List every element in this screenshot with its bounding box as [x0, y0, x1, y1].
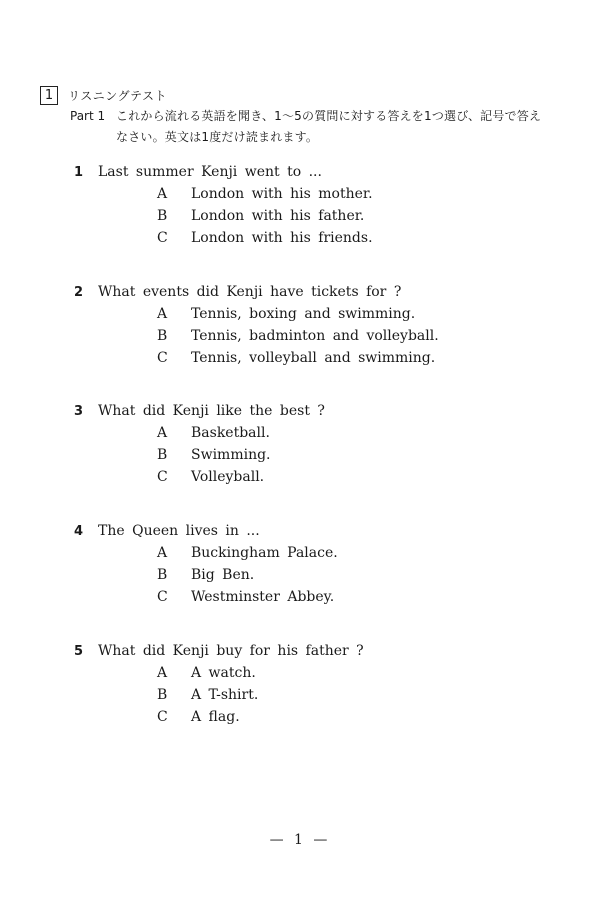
- part-label: Part 1: [70, 109, 106, 123]
- option-letter: C: [157, 709, 168, 725]
- option-a: [157, 545, 534, 567]
- option-letter: C: [157, 230, 168, 246]
- question-line: [74, 403, 534, 425]
- question-4: [74, 523, 534, 611]
- option-letter: B: [157, 687, 168, 703]
- question-line: [74, 284, 534, 306]
- question-number: 2: [74, 285, 84, 300]
- option-text: A watch.: [191, 665, 256, 681]
- option-letter: B: [157, 208, 168, 224]
- question-text: What events did Kenji have tickets for ?: [98, 284, 402, 300]
- option-text: Tennis, boxing and swimming.: [191, 306, 416, 322]
- option-text: Basketball.: [191, 425, 270, 441]
- part-instructions: [70, 106, 550, 148]
- option-letter: B: [157, 447, 168, 463]
- option-text: London with his mother.: [191, 186, 373, 202]
- question-text: What did Kenji buy for his father ?: [98, 643, 364, 659]
- option-letter: B: [157, 567, 168, 583]
- section-title: リスニングテスト: [68, 89, 168, 103]
- section-header: [40, 86, 167, 105]
- question-text: What did Kenji like the best ?: [98, 403, 325, 419]
- option-c: [157, 230, 534, 252]
- option-text: London with his father.: [191, 208, 365, 224]
- option-c: [157, 709, 534, 731]
- option-letter: C: [157, 350, 168, 366]
- option-letter: C: [157, 589, 168, 605]
- option-c: [157, 469, 534, 491]
- question-number: 1: [74, 165, 84, 180]
- option-text: Westminster Abbey.: [191, 589, 335, 605]
- option-text: A T-shirt.: [191, 687, 259, 703]
- part-instructions-text: これから流れる英語を聞き、1～5の質問に対する答えを1つ選び、記号で答えなさい。英文は1度だけ読まれます。: [116, 109, 542, 144]
- option-b: [157, 567, 534, 589]
- question-line: [74, 643, 534, 665]
- option-letter: A: [157, 665, 168, 681]
- option-letter: A: [157, 545, 168, 561]
- option-text: Tennis, badminton and volleyball.: [191, 328, 439, 344]
- option-letter: C: [157, 469, 168, 485]
- option-text: Big Ben.: [191, 567, 255, 583]
- option-a: [157, 665, 534, 687]
- option-text: Swimming.: [191, 447, 271, 463]
- option-a: [157, 186, 534, 208]
- option-letter: A: [157, 186, 168, 202]
- option-text: Volleyball.: [191, 469, 265, 485]
- option-b: [157, 208, 534, 230]
- question-3: [74, 403, 534, 491]
- question-number: 5: [74, 644, 84, 659]
- question-5: [74, 643, 534, 731]
- option-text: London with his friends.: [191, 230, 373, 246]
- option-a: [157, 425, 534, 447]
- question-2: [74, 284, 534, 372]
- question-line: [74, 164, 534, 186]
- question-number: 3: [74, 404, 84, 419]
- option-text: Tennis, volleyball and swimming.: [191, 350, 436, 366]
- option-c: [157, 589, 534, 611]
- option-b: [157, 447, 534, 469]
- question-number: 4: [74, 524, 84, 539]
- page-number: — 1 —: [269, 832, 331, 848]
- question-line: [74, 523, 534, 545]
- option-text: A flag.: [191, 709, 240, 725]
- option-letter: B: [157, 328, 168, 344]
- question-1: [74, 164, 534, 252]
- question-text: The Queen lives in ...: [98, 523, 260, 539]
- option-letter: A: [157, 306, 168, 322]
- option-a: [157, 306, 534, 328]
- option-b: [157, 687, 534, 709]
- option-text: Buckingham Palace.: [191, 545, 338, 561]
- section-number-box: 1: [40, 86, 58, 105]
- option-c: [157, 350, 534, 372]
- option-b: [157, 328, 534, 350]
- question-text: Last summer Kenji went to ...: [98, 164, 322, 180]
- option-letter: A: [157, 425, 168, 441]
